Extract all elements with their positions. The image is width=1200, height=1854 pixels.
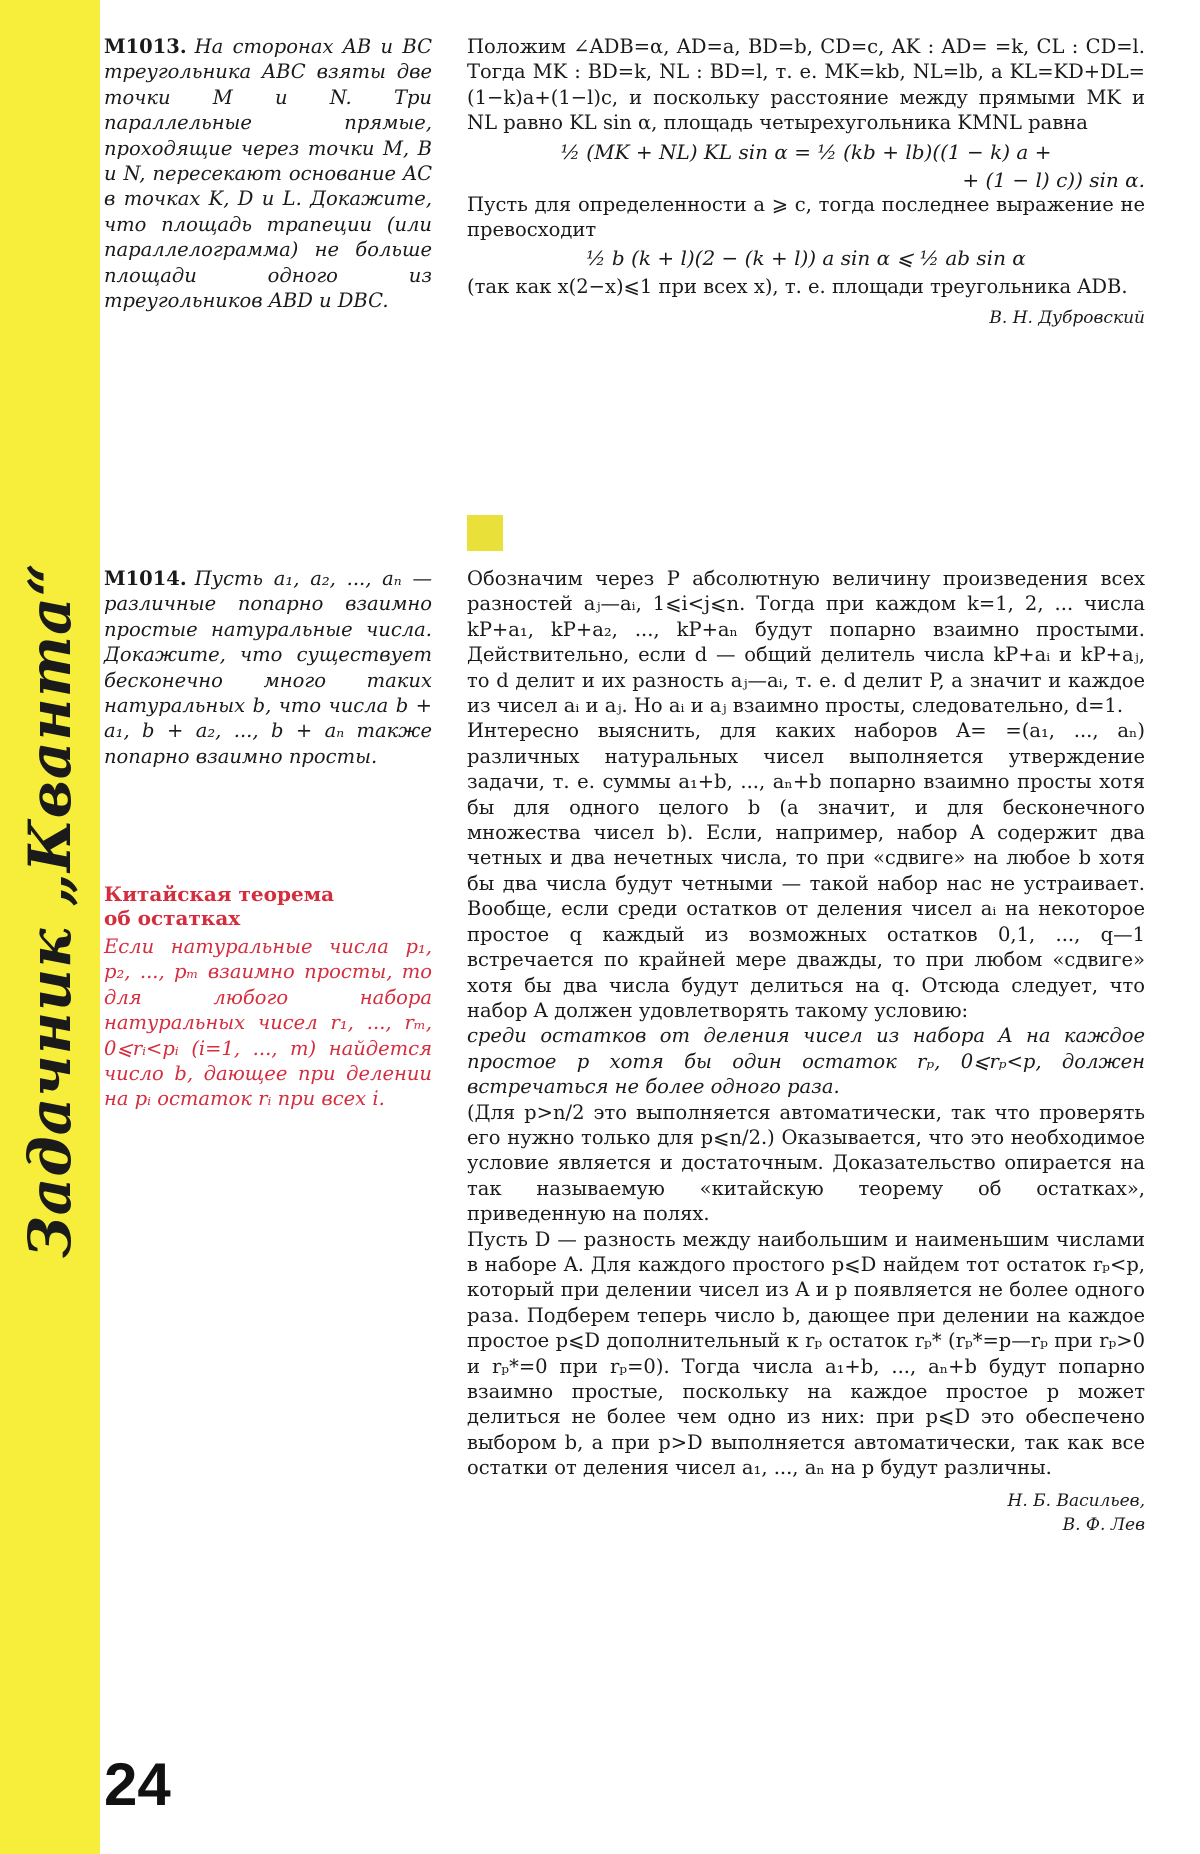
solution-paragraph: Пусть для определенности a ⩾ c, тогда последнее выражение не превосходит [467, 192, 1145, 242]
author: В. Н. Дубровский [989, 307, 1145, 328]
solution-paragraph: (так как x(2−x)⩽1 при всех x), т. е. площади треугольника ADB. [467, 275, 1128, 299]
solution-m1014 [467, 566, 1145, 1537]
formula: + (1 − l) c)) sin α. [962, 167, 1145, 192]
solution-paragraph: Пусть D — разность между наибольшим и наименьшим числами в наборе A. Для каждого простого p⩽D найдем тот остаток rₚ<p, который при делении чисел из A и p появляется не более одного раза. Подберем теперь число b, дающее при делении на каждое простое p⩽D дополнительный к rₚ остаток rₚ* (rₚ*=p—rₚ при rₚ>0 и rₚ*=0 при rₚ=0). Тогда числа a₁+b, ..., aₙ+b будут попарно взаимно простые, поскольку на каждое простое p может делиться не более чем одно из них: при p⩽D это обеспечено выбором b, а при p>D выполняется автоматически, так как все остатки от деления чисел a₁, ..., aₙ на p будут различны. [467, 1227, 1145, 1480]
solution-paragraph: Положим ∠ADB=α, AD=a, BD=b, CD=c, AK : AD= =k, CL : CD=l. Тогда MK : BD=k, NL : BD=l, т. е. MK=kb, NL=lb, а KL=KD+DL=(1−k)a+(1−l)c, и поскольку расстояние между прямыми MK и NL равно KL sin α, площадь четырехугольника KMNL равна [467, 35, 1145, 135]
margin-note-heading: Китайская теорема [104, 882, 335, 906]
solution-paragraph: Обозначим через P абсолютную величину произведения всех разностей aⱼ—aᵢ, 1⩽i<j⩽n. Тогда при каждом k=1, 2, ... числа kP+a₁, kP+a₂, ..., kP+aₙ будут попарно взаимно простыми. Действительно, если d — общий делитель числа kP+aᵢ и kP+aⱼ, то d делит и их разность aⱼ—aᵢ, т. е. d делит P, а значит и каждое из чисел aᵢ и aⱼ. Но aᵢ и aⱼ взаимно просты, следовательно, d=1. [467, 567, 1145, 718]
solution-paragraph: Интересно выяснить, для каких наборов A= =(a₁, ..., aₙ) различных натуральных чисел выполняется утверждение задачи, т. е. суммы a₁+b, ..., aₙ+b попарно взаимно просты хотя бы для одного целого b (а значит, и для бесконечного множества чисел b). Если, например, набор A содержит два четных и два нечетных числа, то при «сдвиге» на любое b хотя бы два числа будут четными — такой набор нас не устраивает. Вообще, если среди остатков от деления чисел aᵢ на некоторое простое q каждый из возможных остатков 0,1, ..., q—1 встречается по крайней мере дважды, то при любом «сдвиге» хотя бы два числа будут делиться на q. Отсюда следует, что набор A должен удовлетворять такому условию: [467, 719, 1145, 1022]
formula: ½ (MK + NL) KL sin α = ½ (kb + lb)((1 − k) a + [560, 139, 1052, 164]
problem-m1014 [104, 566, 432, 769]
solution-paragraph: (Для p>n/2 это выполняется автоматически, так что проверять его нужно только для p⩽n/2.) Оказывается, что это необходимое условие является и достаточным. Доказательство опирается на так называемую «китайскую теорему об остатках», приведенную на полях. [467, 1100, 1145, 1226]
margin-note [104, 882, 432, 1112]
page-number: 24 [104, 1751, 171, 1818]
problem-number: М1014. [104, 567, 187, 590]
condition-statement: среди остатков от деления чисел из набора A на каждое простое p хотя бы один остаток rₚ, 0⩽rₚ<p, должен встречаться не более одного раза. [467, 1024, 1145, 1099]
yellow-marker [467, 515, 503, 551]
margin-note-heading: об остатках [104, 906, 241, 930]
problem-text: Пусть a₁, a₂, ..., aₙ — различные попарно взаимно простые натуральные числа. Докажите, что существует бесконечно много таких натуральных b, что числа b + a₁, b + a₂, ..., b + aₙ также попарно взаимно просты. [104, 567, 432, 768]
problem-text: На сторонах AB и BC треугольника ABC взяты две точки M и N. Три параллельные прямые, проходящие через точки M, B и N, пересекают основание AC в точках K, D и L. Докажите, что площадь трапеции (или параллелограмма) не больше площади одного из треугольников ABD и DBC. [104, 35, 432, 313]
problem-m1013 [104, 34, 432, 313]
author: Н. Б. Васильев, [1007, 1490, 1145, 1511]
margin-note-text: Если натуральные числа p₁, p₂, ..., pₘ взаимно просты, то для любого набора натуральных чисел r₁, ..., rₘ, 0⩽rᵢ<pᵢ (i=1, ..., m) найдется число b, дающее при делении на pᵢ остаток rᵢ при всех i. [104, 935, 432, 1111]
author: В. Ф. Лев [1062, 1514, 1145, 1535]
problem-number: М1013. [104, 35, 187, 58]
solution-m1013 [467, 34, 1145, 330]
formula: ½ b (k + l)(2 − (k + l)) a sin α ⩽ ½ ab sin α [586, 246, 1026, 271]
